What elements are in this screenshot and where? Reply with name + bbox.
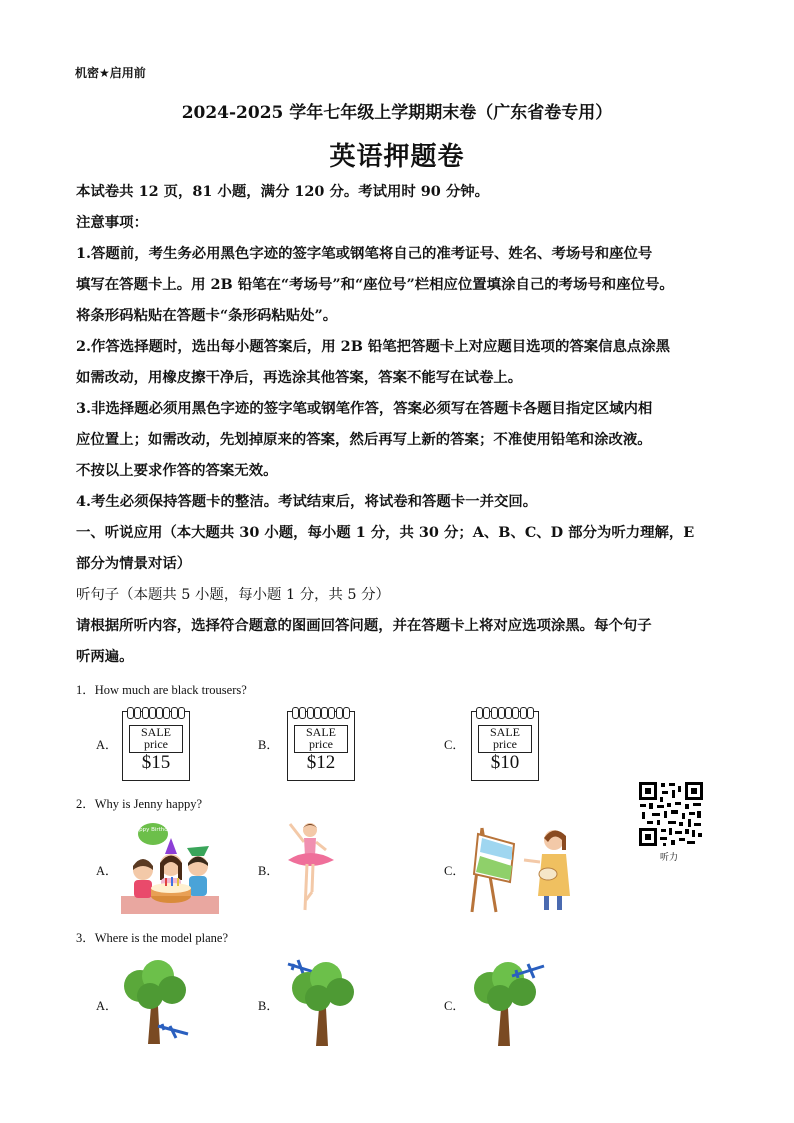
confidential-mark: 机密★启用前 <box>75 66 146 80</box>
svg-text:Happy Birthday: Happy Birthday <box>131 827 175 833</box>
option-label: C． <box>444 738 465 752</box>
birthday-party-image <box>121 818 219 914</box>
option-label: B． <box>258 738 279 752</box>
notice-line: 不按以上要求作答的答案无效。 <box>76 462 278 479</box>
tree-plane-above-image <box>286 958 360 1048</box>
tree-plane-under-image <box>118 960 192 1046</box>
subsection-heading: 听句子（本题共 5 小题，每小题 1 分，共 5 分） <box>76 587 390 603</box>
price-value: $10 <box>490 752 520 773</box>
section-heading: 一、听说应用（本大题共 30 小题，每小题 1 分，共 30 分；A、B、C、D 部分为听力理解，E <box>76 524 695 541</box>
section-heading: 部分为情景对话） <box>76 555 192 572</box>
notice-line: 应位置上；如需改动，先划掉原来的答案，然后再写上新的答案；不准使用铅笔和涂改液。 <box>76 431 652 448</box>
instruction-line: 听两遍。 <box>76 648 134 665</box>
exam-title: 2024-2025 学年七年级上学期期末卷（广东省卷专用） <box>181 103 613 123</box>
notice-line: 如需改动，用橡皮擦干净后，再选涂其他答案，答案不能写在试卷上。 <box>76 369 523 386</box>
exam-subtitle: 英语押题卷 <box>329 142 465 172</box>
notice-line: 4.考生必须保持答题卡的整洁。考试结束后，将试卷和答题卡一并交回。 <box>76 493 538 510</box>
option-label: C． <box>444 999 465 1013</box>
price-value: $12 <box>306 752 336 773</box>
sale-sign: SALE price <box>478 725 532 753</box>
qr-caption: 听力 <box>660 853 679 863</box>
sale-sign: SALE price <box>129 725 183 753</box>
option-label: B． <box>258 864 279 878</box>
question-2: 2．Why is Jenny happy? <box>76 797 203 811</box>
option-label: A． <box>96 864 118 878</box>
question-3: 3．Where is the model plane? <box>76 931 229 945</box>
sale-sign: SALE price <box>294 725 348 753</box>
instruction-line: 请根据所听内容，选择符合题意的图画回答问题，并在答题卡上将对应选项涂黑。每个句子 <box>76 617 652 634</box>
option-label: B． <box>258 999 279 1013</box>
painting-girl-image <box>468 820 576 914</box>
price-tag-image <box>122 711 190 781</box>
option-label: C． <box>444 864 465 878</box>
tree-plane-in-image <box>468 958 548 1048</box>
question-1: 1．How much are black trousers? <box>76 683 247 697</box>
option-label: A． <box>96 738 118 752</box>
notice-line: 填写在答题卡上。用 2B 铅笔在“考场号”和“座位号”栏相应位置填涂自己的考场号和座位号。 <box>76 276 674 293</box>
price-tag-image <box>471 711 539 781</box>
notice-line: 将条形码粘贴在答题卡“条形码粘贴处”。 <box>76 307 338 324</box>
notice-line: 3.非选择题必须用黑色字迹的签字笔或钢笔作答，答案必须写在答题卡各题目指定区域内相 <box>76 400 653 417</box>
qr-code-image[interactable] <box>638 781 704 847</box>
option-label: A． <box>96 999 118 1013</box>
price-tag-image <box>287 711 355 781</box>
notice-heading: 注意事项： <box>76 214 148 231</box>
price-value: $15 <box>141 752 171 773</box>
notice-line: 1.答题前，考生务必用黑色字迹的签字笔或钢笔将自己的准考证号、姓名、考场号和座位号 <box>76 245 653 262</box>
notice-line: 2.作答选择题时，选出每小题答案后，用 2B 铅笔把答题卡上对应题目选项的答案信息点涂黑 <box>76 338 671 355</box>
ballerina-image <box>282 820 340 914</box>
exam-info: 本试卷共 12 页，81 小题，满分 120 分。考试用时 90 分钟。 <box>76 183 490 200</box>
